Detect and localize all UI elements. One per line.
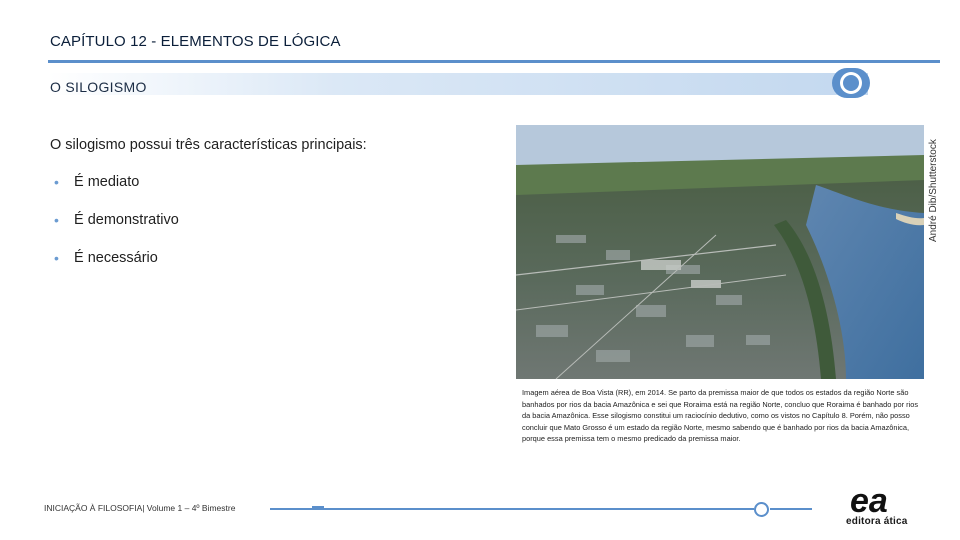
bullet-text: É mediato	[74, 174, 140, 190]
publisher-name: editora ática	[846, 516, 908, 527]
section-bar	[48, 73, 868, 95]
chapter-title: CAPÍTULO 12 - ELEMENTOS DE LÓGICA	[50, 33, 341, 50]
footer-circle-icon	[754, 502, 769, 517]
footer-text: INICIAÇÃO À FILOSOFIA| Volume 1 – 4º Bimestre	[44, 503, 236, 513]
bullet-item	[52, 172, 179, 210]
bullet-icon: •	[54, 174, 59, 190]
bullet-icon: •	[54, 250, 59, 266]
footer-dash	[312, 506, 324, 509]
intro-text: O silogismo possui três características principais:	[50, 137, 367, 153]
bullet-text: É necessário	[74, 250, 158, 266]
logo-mark: ea	[850, 482, 888, 520]
section-title: O SILOGISMO	[50, 79, 147, 95]
section-circle-icon	[832, 68, 870, 98]
photo-credit: André Dib/Shutterstock	[928, 139, 939, 242]
footer-divider	[270, 508, 754, 510]
bullet-item	[52, 248, 179, 286]
bullet-item	[52, 210, 179, 248]
aerial-city-photo	[516, 125, 924, 379]
bullet-text: É demonstrativo	[74, 212, 179, 228]
bullet-icon: •	[54, 212, 59, 228]
photo-caption: Imagem aérea de Boa Vista (RR), em 2014. Se parto da premissa maior de que todos os estados da região Norte são banhados por rios da bacia Amazônica e sei que Roraima está na região Norte, concluo que Roraima é banhado por rios da bacia Amazônica. Esse silogismo constitui um raciocínio dedutivo, como os vistos no Capítulo 8. Porém, não posso concluir que Mato Grosso é um estado da região Norte, mesmo sabendo que é banhado por rios da bacia Amazônica, porque essa premissa tem o mesmo predicado da premissa maior.	[522, 388, 919, 443]
chapter-divider	[48, 60, 940, 63]
bullet-list	[52, 172, 179, 286]
footer-divider-right	[770, 508, 812, 510]
